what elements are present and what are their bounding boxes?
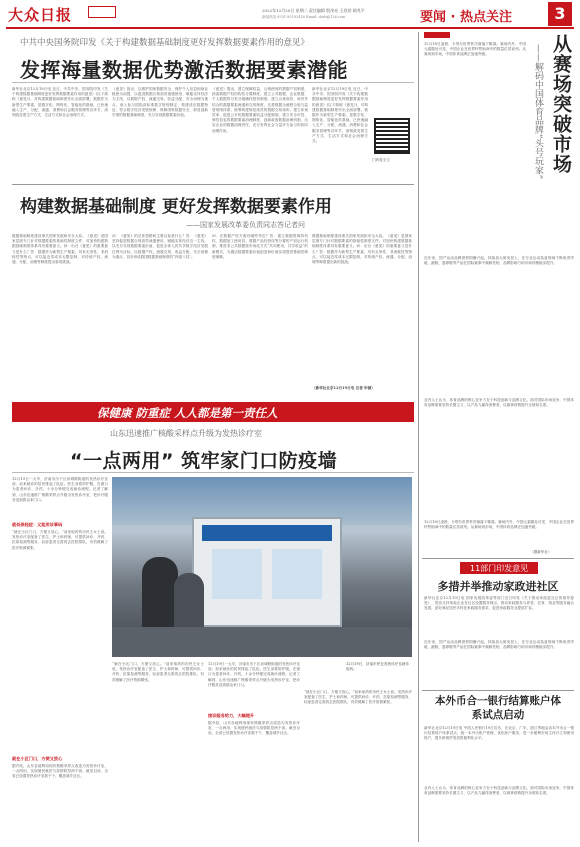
qr-code xyxy=(374,118,410,154)
sidebar-subtitle: ——解码中国体育品牌“头号玩家” xyxy=(533,44,543,180)
interview-column-1: 数据基础制度建设事关国家发展和安全大局。《意见》是国家层面专门针对数据要素的基础性制度文件，对加快构建数据基础制度体系具有重要意义。问：出台《意见》的重要意义是什么？答：数据作为新型生产要素，具有无形性、非消耗性等特点，可以接近零成本无限复制，对传统产权、流通、分配、治理等制度提出新的挑战。 xyxy=(12,234,108,265)
sidebar-byline: （据新华社） xyxy=(530,550,552,554)
clinic-divider xyxy=(12,472,414,473)
clinic-column-1: “就在小区门口，方便又放心。”前来取药的市民王女士说。发热诊疗室配备了医生、护士和药师，可提供问诊、开药、抗原检测等服务，轻症患者无需再去医院排队，有效缓解了医疗资源紧张。 xyxy=(12,530,108,550)
clinic-column-3: 12月19日一大早，济南市历下区泉城路街道的发热诊疗室前，前来就诊的居民排起了队伍。医生身着防护服，在窗口为患者问诊、开药，十余分钟便完成就诊流程。记者了解到，山东迅速推广核酸采样点升级为发热诊疗室，把诊疗服务送到群众家门口。 xyxy=(208,662,300,687)
merge-body: 新华社北京12月19日电 国家发展改革委等部门近日印发《关于推动家政进社区的指导意见》，提出支持家政企业在社区设置服务网点，推动家政服务与养老、托育、物业等服务融合发展，更好满足居民多样化家政服务需求，促进家政服务业提质扩容。 xyxy=(424,596,574,611)
sidebar-author-tag xyxy=(424,32,450,38)
qr-caption: 扫码看全文 xyxy=(372,158,390,162)
merge-body-2: 近年来，国产运动品牌借势国潮兴起，持续加大研发投入，在专业运动装备领域不断取得突破，跑鞋、篮球鞋等产品在国际赛事中频频亮相，品牌影响力和市场份额稳步提升。 xyxy=(424,640,574,650)
clinic-section-1: 就低保轻症：又能用诊事码 xyxy=(12,522,63,527)
photo-window xyxy=(212,549,262,599)
clinic-column-4: “就在小区门口，方便又放心。”前来取药的市民王女士说。发热诊疗室配备了医生、护士和药师，可提供问诊、开药、抗原检测等服务，轻症患者无需再去医院排队，有效缓解了医疗资源紧张。 xyxy=(304,690,412,705)
section-label: 要闻 · 热点关注 xyxy=(420,10,512,25)
clinic-intro: 12月19日一大早，济南市历下区泉城路街道的发热诊疗室前，前来就诊的居民排起了队伍。医生身着防护服，在窗口为患者问诊、开药，十余分钟便完成就诊流程。记者了解到，山东迅速推广核酸采样点升级为发热诊疗室，把诊疗服务送到群众家门口。 xyxy=(12,477,108,502)
sidebar-column-4: 12月18日凌晨，卡塔尔世界杯决赛落下帷幕。赛场内外，中国元素随处可见，中国企业在世界杯赞助商中的数量位居前列。从赛场到市场，中国体育品牌正加速突破。 xyxy=(424,520,574,530)
lead-column-3: 《意见》提出，建立保障权益、合规使用的数据产权制度，探索数据产权结构性分置制度，建立公共数据、企业数据、个人数据的分类分级确权授权制度。建立合规高效、场内外结合的数据要素流通和交易制度，完善数据全流程合规与监管规则体系，统筹构建规范高效的数据交易场所。建立体现效率、促进公平的数据要素收益分配制度。建立安全可控、弹性包容的数据要素治理制度，创新政府数据治理机制，压实企业的数据治理责任，充分发挥社会力量多方参与的协同治理作用。 xyxy=(212,87,308,133)
lead-divider xyxy=(12,82,414,83)
newspaper-logo: 大众日报 xyxy=(8,6,73,24)
logo-badge xyxy=(88,6,116,18)
bank-body: 新华社北京12月19日电 中国人民银行19日宣布，在北京、广东、浙江等地启动本外币合一银行结算账户体系试点，统一本外币账户管理，优化账户服务，进一步便利市场主体开立和使用账户，提升跨境贸易投资便利化水平。 xyxy=(424,726,574,741)
lead-column-4: 新华社北京12月19日电 近日，中共中央、国务院印发《关于构建数据基础制度更好发挥数据要素作用的意见》(以下简称《意见》)，对构建数据基础制度作出全面部署。数据作为新型生产要素，是数字化、网络化、智能化的基础，已快速融入生产、分配、流通、消费和社会服务管理等各环节，深刻改变着生产方式、生活方式和社会治理方式。 xyxy=(312,87,368,144)
bank-body-2: 业内人士认为，体育品牌的核心竞争力在于科技创新与品牌文化。面对国际市场竞争，中国体育品牌需要坚持长期主义，以产品力赢得消费者，以赛事营销提升全球知名度。 xyxy=(424,786,574,796)
interview-subhead: ——国家发展改革委负责同志答记者问 xyxy=(186,221,305,229)
section-divider-right-2 xyxy=(422,690,574,691)
clinic-column-3b: 据介绍，山东各地利用现有核酸采样点改造为发热诊疗室，一点两用，实现便民就医与疫情防控两不误。截至目前，全省已设置发热诊疗室数千个，覆盖城乡社区。 xyxy=(208,721,300,736)
lead-kicker: 中共中央国务院印发《关于构建数据基础制度更好发挥数据要素作用的意见》 xyxy=(20,38,310,48)
lead-headline: 发挥海量数据优势激活数据要素潜能 xyxy=(20,58,348,82)
campaign-banner xyxy=(12,402,414,422)
page-number: 3 xyxy=(548,2,572,26)
interview-byline: （新华社北京12月19日电 记者 申铖） xyxy=(312,386,375,390)
right-column-divider xyxy=(418,32,419,842)
masthead-contact: 新闻热线 0531-85193450 Email: dzrb@126.com xyxy=(262,15,346,19)
banner-text: 保健康 防重症 人人都是第一责任人 xyxy=(97,406,278,420)
sidebar-column-1: 12月18日凌晨，卡塔尔世界杯决赛落下帷幕。赛场内外，中国元素随处可见，中国企业在世界杯赞助商中的数量位居前列。从赛场到市场，中国体育品牌正加速突破。 xyxy=(424,42,526,57)
header-rule xyxy=(6,27,574,29)
interview-column-2: 问：《意见》的总体思路和主要目标是什么？答：《意见》坚持促进数据合规高效流通使用、赋能实体经济这一主线，以充分实现数据要素价值、促进全体人民共享数字经济发展红利为目标，以数据产权、流通交易、收益分配、安全治理为重点，初步形成我国数据基础制度的“四梁八柱”。 xyxy=(112,234,208,259)
interview-column-3: 问：在数据产权方面有哪些考虑？答：建立数据资源持有权、数据加工使用权、数据产品经营权等分置的产权运行机制，推进非公共数据按市场化方式“共同使用、共享收益”的新模式，为激活数据要素价值创造和价值实现提供基础性制度保障。 xyxy=(212,234,308,259)
interview-column-4: 数据基础制度建设事关国家发展和安全大局。《意见》是国家层面专门针对数据要素的基础性制度文件，对加快构建数据基础制度体系具有重要意义。问：出台《意见》的重要意义是什么？答：数据作为新型生产要素，具有无形性、非消耗性等特点，可以接近零成本无限复制，对传统产权、流通、分配、治理等制度提出新的挑战。 xyxy=(312,234,412,265)
lead-column-1: 新华社北京12月19日电 近日，中共中央、国务院印发《关于构建数据基础制度更好发挥数据要素作用的意见》(以下简称《意见》)，对构建数据基础制度作出全面部署。数据作为新型生产要素，是数字化、网络化、智能化的基础，已快速融入生产、分配、流通、消费和社会服务管理等各环节，深刻改变着生产方式、生活方式和社会治理方式。 xyxy=(12,87,108,118)
merge-tag xyxy=(460,562,538,574)
photo-kiosk-sign xyxy=(202,525,332,541)
clinic-section-2: 就在小区门口，方便又放心 xyxy=(12,756,63,761)
merge-tag-text: 11部门印发意见 xyxy=(470,564,529,573)
lead-column-2: 《意见》指出，以维护国家数据安全、保护个人信息和商业秘密为前提，以促进数据合规高效流通使用、赋能实体经济为主线，以数据产权、流通交易、收益分配、安全治理为重点，深入参与国际高标准数字规则制定，构建适应数据特征、符合数字经济发展规律、保障国家数据安全、彰显创新引领的数据基础制度，充分实现数据要素价值。 xyxy=(112,87,208,118)
interview-headline: 构建数据基础制度 更好发挥数据要素作用 xyxy=(20,197,332,217)
masthead-info: 2022年12月20日 星期二 责任编辑 殷茂亮 王欣玥 顾兆平 xyxy=(262,8,365,13)
photo-caption: 12月19日，济南市民在发热诊疗室就诊取药。 xyxy=(346,662,410,671)
photo-window xyxy=(272,549,322,599)
sidebar-column-3: 业内人士认为，体育品牌的核心竞争力在于科技创新与品牌文化。面对国际市场竞争，中国体育品牌需要坚持长期主义，以产品力赢得消费者，以赛事营销提升全球知名度。 xyxy=(424,398,574,408)
clinic-column-1b: 据介绍，山东各地利用现有核酸采样点改造为发热诊疗室，一点两用，实现便民就医与疫情防控两不误。截至目前，全省已设置发热诊疗室数千个，覆盖城乡社区。 xyxy=(12,764,108,779)
clinic-column-2: “就在小区门口，方便又放心。”前来取药的市民王女士说。发热诊疗室配备了医生、护士和药师，可提供问诊、开药、抗原检测等服务，轻症患者无需再去医院排队，有效缓解了医疗资源紧张。 xyxy=(112,662,204,682)
clinic-kicker: 山东迅速推广核酸采样点升级为发热诊疗室 xyxy=(110,429,262,438)
clinic-section-3: 接诊服务给力，大幅提升 xyxy=(208,713,255,718)
section-divider-right-1 xyxy=(422,558,574,559)
sidebar-column-2: 近年来，国产运动品牌借势国潮兴起，持续加大研发投入，在专业运动装备领域不断取得突破，跑鞋、篮球鞋等产品在国际赛事中频频亮相，品牌影响力和市场份额稳步提升。 xyxy=(424,256,574,266)
merge-headline: 多措并举推动家政进社区 xyxy=(437,580,559,593)
clinic-photo xyxy=(112,477,412,657)
photo-ground xyxy=(112,627,412,657)
clinic-headline: “一点两用” 筑牢家门口防疫墙 xyxy=(70,450,338,472)
section-divider-1 xyxy=(12,184,414,185)
sidebar-title: 从赛场突破市场 xyxy=(550,34,572,174)
bank-headline: 本外币合一银行结算账户体系试点启动 xyxy=(435,695,561,721)
